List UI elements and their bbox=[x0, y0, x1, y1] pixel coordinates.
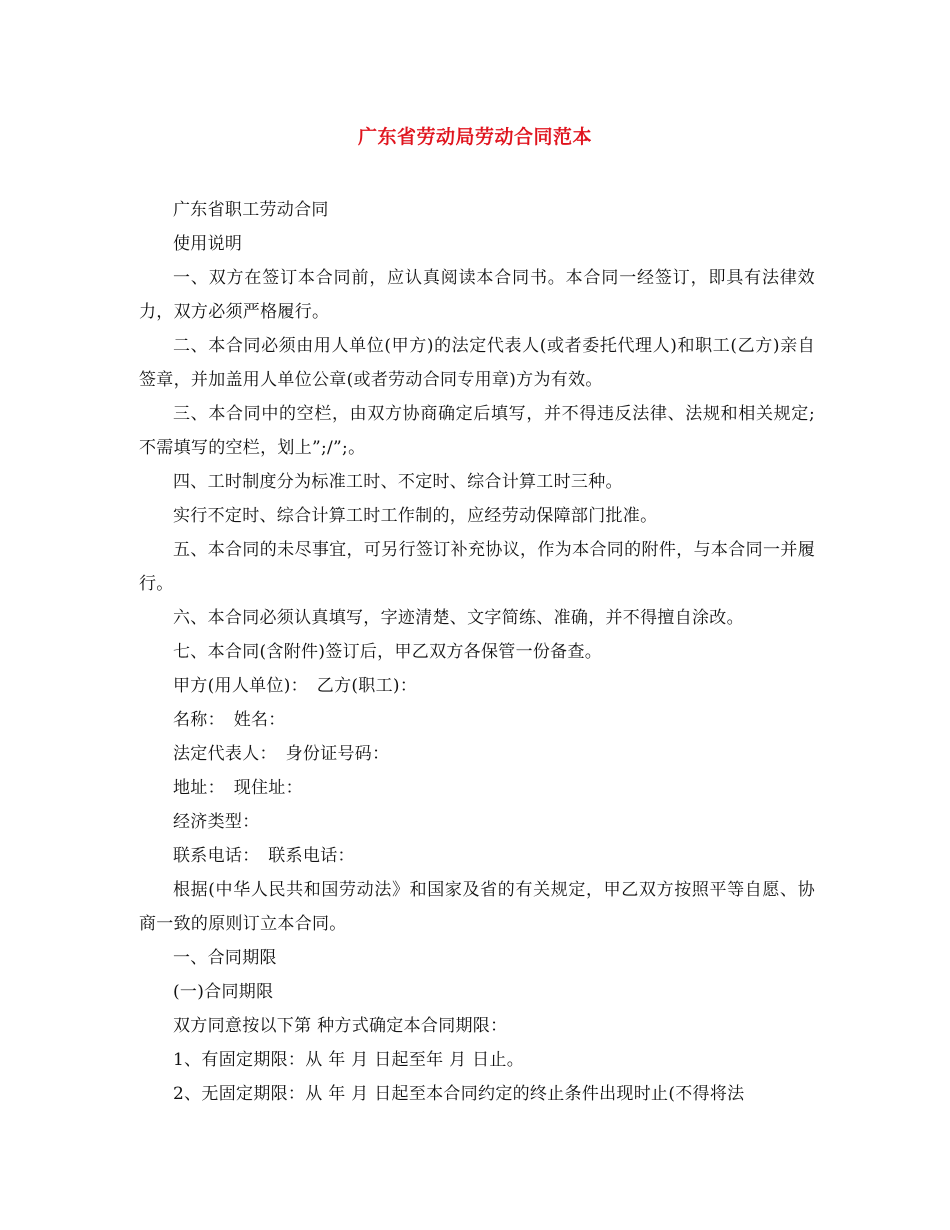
paragraph: 二、本合同必须由用人单位(甲方)的法定代表人(或者委托代理人)和职工(乙方)亲自签章，并加盖用人单位公章(或者劳动合同专用章)方为有效。 bbox=[139, 336, 815, 390]
section-heading: 一、合同期限 bbox=[173, 948, 277, 968]
form-line-address: 地址： 现住址： bbox=[173, 778, 303, 798]
paragraph: 一、双方在签订本合同前，应认真阅读本合同书。本合同一经签订，即具有法律效力，双方必须严格履行。 bbox=[139, 268, 815, 322]
paragraph-heading: 广东省职工劳动合同 bbox=[173, 200, 329, 220]
document-body bbox=[139, 193, 815, 1111]
subsection-heading: (一)合同期限 bbox=[173, 982, 274, 1002]
paragraph: 七、本合同(含附件)签订后，甲乙双方各保管一份备查。 bbox=[173, 642, 603, 662]
form-line-parties: 甲方(用人单位)： 乙方(职工)： bbox=[173, 676, 418, 696]
paragraph: 五、本合同的未尽事宜，可另行签订补充协议，作为本合同的附件，与本合同一并履行。 bbox=[139, 540, 815, 594]
paragraph-instructions-heading: 使用说明 bbox=[173, 234, 243, 254]
paragraph: 1、有固定期限：从 年 月 日起至年 月 日止。 bbox=[173, 1050, 525, 1070]
form-line-name: 名称： 姓名： bbox=[173, 710, 286, 730]
paragraph: 双方同意按以下第 种方式确定本合同期限： bbox=[173, 1016, 508, 1036]
paragraph: 六、本合同必须认真填写，字迹清楚、文字简练、准确，并不得擅自涂改。 bbox=[173, 608, 744, 628]
form-line-economic-type: 经济类型： bbox=[173, 812, 260, 832]
paragraph: 2、无固定期限：从 年 月 日起至本合同约定的终止条件出现时止(不得将法 bbox=[173, 1084, 745, 1104]
paragraph: 四、工时制度分为标准工时、不定时、综合计算工时三种。 bbox=[173, 472, 623, 492]
document-title: 广东省劳动局劳动合同范本 bbox=[357, 126, 592, 148]
form-line-representative: 法定代表人： 身份证号码： bbox=[173, 744, 390, 764]
paragraph: 根据(中华人民共和国劳动法》和国家及省的有关规定，甲乙双方按照平等自愿、协商一致的原则订立本合同。 bbox=[139, 880, 815, 934]
form-line-phone: 联系电话： 联系电话： bbox=[173, 846, 355, 866]
paragraph: 三、本合同中的空栏，由双方协商确定后填写，并不得违反法律、法规和相关规定;不需填写的空栏，划上”;/”;。 bbox=[139, 404, 815, 458]
paragraph: 实行不定时、综合计算工时工作制的，应经劳动保障部门批准。 bbox=[173, 506, 658, 526]
